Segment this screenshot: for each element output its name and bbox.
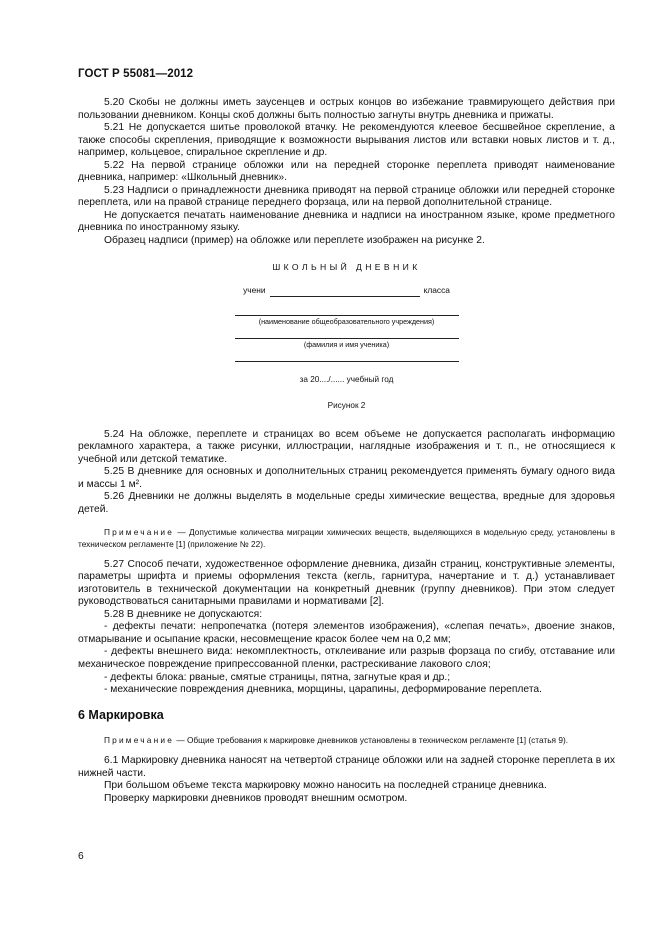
figure-name-caption: (фамилия и имя ученика) — [303, 339, 390, 349]
note-label: Примечание — [104, 735, 175, 746]
section-6-heading: 6 Маркировка — [78, 707, 164, 722]
paragraph-5-20: 5.20 Скобы не должны иметь заусенцев и острых концов во избежание травмирующего действия при пользовании дневником. Концы скоб должны быть полностью загнуты внутрь дневника и прижаты. — [78, 97, 615, 121]
paragraph-visual-check: Проверку маркировки дневников проводят внешним осмотром. — [104, 792, 408, 804]
paragraph-large-text: При большом объеме текста маркировку можно наносить на последней странице дневника. — [104, 780, 547, 792]
figure-blank-line — [235, 360, 459, 362]
paragraph-5-28: 5.28 В дневнике не допускаются: — [104, 608, 263, 620]
paragraph-5-21: 5.21 Не допускается шитье проволокой втачку. Не рекомендуются клеевое бесшвейное скрепление, а также способы скрепления, приводящие к возможности вырывания листов или вставки новых листов и т. д., например, кольцевое, спиральное скрепление и др. — [78, 122, 615, 159]
page-body — [78, 97, 615, 805]
figure-label: Рисунок 2 — [327, 401, 366, 411]
figure-name-line — [235, 337, 459, 339]
figure-institution-line — [235, 314, 459, 316]
figure-class-word: класса — [423, 285, 450, 296]
list-item-block-defects: - дефекты блока: рваные, смятые страницы, пятна, загнутые края и др.; — [104, 671, 451, 683]
paragraph-sample-reference: Образец надписи (пример) на обложке или переплете изображен на рисунке 2. — [104, 235, 485, 247]
paragraph-5-22: 5.22 На первой странице обложки или на передней сторонке переплета приводят наименование дневника, например: «Школьный дневник». — [78, 159, 615, 184]
document-header: ГОСТ Р 55081—2012 — [78, 68, 194, 80]
paragraph-5-27: 5.27 Способ печати, художественное оформление дневника, дизайн страниц, конструктивные элементы, параметры шрифта и приемы оформления текста (кегль, гарнитура, начертание и т. д.) устанавливает изготовитель в технической документации на конкретный дневник (группу дневников). При этом следует руководствоваться санитарными правилами и нормативами [2]. — [78, 558, 615, 608]
figure-year-line: за 20..../...... учебный год — [299, 374, 394, 384]
figure-2 — [78, 261, 615, 413]
note-text: — Общие требования к маркировке дневников установлены в техническом регламенте [1] (статья 9). — [176, 735, 569, 746]
figure-student-row — [78, 284, 615, 297]
paragraph-5-23: 5.23 Надписи о принадлежности дневника приводят на первой странице обложки или передней сторонке переплета, или на правой странице переднего форзаца, или на первой дополнительной странице. — [78, 184, 615, 209]
figure-title: ШКОЛЬНЫЙ ДНЕВНИК — [272, 261, 421, 272]
paragraph-5-24: 5.24 На обложке, переплете и страницах во всем объеме не допускается располагать информацию рекламного характера, а также рисунки, иллюстрации, наглядные изображения и т. п., не относящиеся к учебной или детской тематике. — [78, 428, 615, 465]
figure-student-underline — [270, 287, 420, 297]
list-item-appearance-defects: - дефекты внешнего вида: некомплектность, отклеивание или разрыв форзаца по сгибу, отставание или механическое повреждение припрессованной пленки, растрескивание лакового слоя; — [78, 646, 615, 670]
list-item-mechanical-damage: - механические повреждения дневника, морщины, царапины, деформирование переплета. — [104, 684, 543, 696]
paragraph-5-25: 5.25 В дневнике для основных и дополнительных страниц рекомендуется применять бумагу одного вида и массы 1 м². — [78, 466, 615, 490]
paragraph-5-26: 5.26 Дневники не должны выделять в модельные среды химические вещества, вредные для здоровья детей. — [78, 491, 615, 516]
note-text: — Допустимые количества миграции химических веществ, выделяющихся в модельную среду, установлены в техническом регламенте [1] (приложение № 22). — [78, 526, 615, 549]
paragraph-foreign-language: Не допускается печатать наименование дневника и надписи на иностранном языке, кроме предметного дневника по иностранному языку. — [78, 209, 615, 234]
list-item-print-defects: - дефекты печати: непропечатка (потеря элементов изображения), «слепая печать», двоение знаков, отмарывание и осыпание краски, несовмещение красок более чем на 0,2 мм; — [78, 621, 615, 645]
paragraph-6-1: 6.1 Маркировку дневника наносят на четвертой странице обложки или на задней сторонке переплета в их нижней части. — [78, 755, 615, 779]
note-migration — [78, 526, 615, 550]
figure-student-word: учени — [243, 285, 266, 296]
note-label: Примечание — [104, 526, 175, 537]
figure-institution-caption: (наименование общеобразовательного учреждения) — [258, 316, 435, 326]
page-number: 6 — [78, 851, 84, 862]
note-marking — [78, 734, 615, 746]
